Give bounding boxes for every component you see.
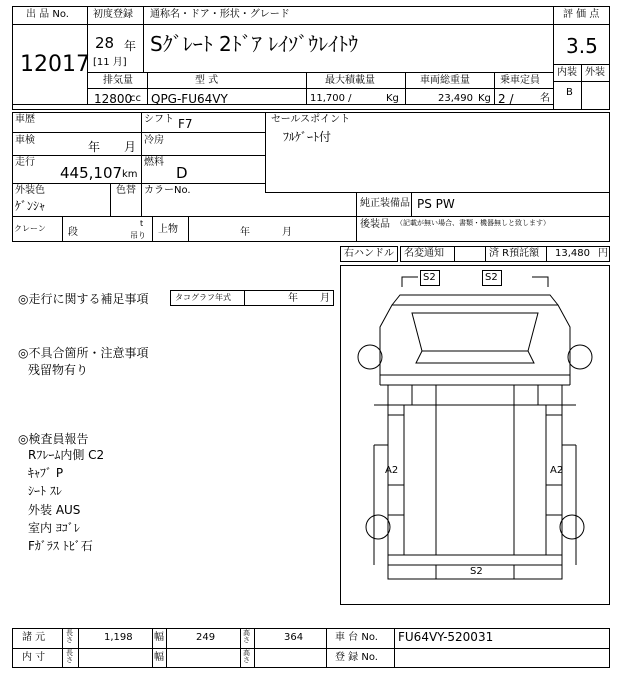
first-reg-label: 初度登録 bbox=[93, 9, 133, 20]
displacement-label: 排気量 bbox=[103, 75, 133, 86]
inspector-line-2: ｷｬﾌﾞ P bbox=[28, 466, 64, 480]
displacement-unit: cc bbox=[130, 93, 141, 104]
crane-stage: 段 bbox=[68, 227, 78, 238]
gross-weight-label: 車両総重量 bbox=[420, 75, 470, 86]
sales-point-value: ﾌﾙｹﾞｰﾄ付 bbox=[283, 130, 332, 144]
chassis-value: FU64VY-520031 bbox=[398, 630, 494, 644]
interior-grade: B bbox=[566, 87, 573, 98]
inspector-line-3: ｼｰﾄ ｽﾚ bbox=[28, 484, 62, 498]
mileage-unit: km bbox=[122, 169, 138, 180]
right-mirror-icon bbox=[532, 277, 548, 287]
truck-diagram bbox=[340, 265, 610, 605]
name-change-label: 名変通知 bbox=[404, 248, 444, 259]
inner-width-label: 幅 bbox=[154, 652, 164, 663]
month-value: [11 月] bbox=[93, 57, 127, 68]
genuine-equip-value: PS PW bbox=[417, 197, 455, 211]
capacity-value: 11,700 / bbox=[310, 93, 352, 104]
shift-label: シフト bbox=[144, 114, 174, 125]
mark-rear: S2 bbox=[470, 566, 483, 577]
recycle-label: 済 R預託額 bbox=[489, 248, 540, 259]
aftermarket-label: 後装品 bbox=[360, 219, 390, 230]
crane-hang: 吊り bbox=[130, 231, 146, 240]
gross-unit: Kg bbox=[478, 93, 491, 104]
sales-point-label: セールスポイント bbox=[271, 114, 351, 125]
capacity-label: 最大積載量 bbox=[325, 75, 375, 86]
chassis-label: 車 台 No. bbox=[335, 632, 378, 643]
upper-year: 年 bbox=[240, 227, 250, 238]
seats-unit: 名 bbox=[540, 93, 550, 104]
lot-no-label: 出 品 No. bbox=[26, 9, 69, 20]
model-code: QPG-FU64VY bbox=[151, 92, 228, 106]
cab-outline bbox=[380, 305, 570, 375]
displacement-value: 12800 bbox=[94, 92, 133, 106]
fuel-value: D bbox=[176, 164, 188, 182]
rear-right-wheel-icon bbox=[560, 515, 584, 539]
inner-dims-label: 内 寸 bbox=[22, 652, 46, 663]
upper-label: 上物 bbox=[158, 224, 178, 235]
ext-color-label: 外装色 bbox=[15, 185, 45, 196]
cargo-body bbox=[388, 385, 562, 565]
recycle-unit: 円 bbox=[598, 248, 608, 259]
front-right-wheel-icon bbox=[568, 345, 592, 369]
inspection-month: 月 bbox=[124, 140, 137, 154]
mark-top-right-label: S2 bbox=[485, 272, 498, 283]
inner-height-label: 高さ bbox=[243, 649, 250, 664]
rear-left-wheel-icon bbox=[366, 515, 390, 539]
height-value: 364 bbox=[284, 632, 304, 643]
front-left-wheel-icon bbox=[358, 345, 382, 369]
reg-label: 登 録 No. bbox=[335, 652, 378, 663]
mark-left-side: A2 bbox=[385, 465, 399, 476]
upper-month: 月 bbox=[282, 227, 292, 238]
capacity-unit: Kg bbox=[386, 93, 399, 104]
mark-right-side: A2 bbox=[550, 465, 564, 476]
mileage-label: 走行 bbox=[15, 157, 35, 168]
lot-no: 12017 bbox=[20, 52, 90, 77]
left-mirror-icon bbox=[402, 277, 418, 287]
ext-color-value: ｹﾞﾝｼｬ bbox=[15, 199, 46, 213]
model-name: Sｸﾞﾚｰﾄ 2ﾄﾞｱ ﾚｲｿﾞｳﾚｲﾄｳ bbox=[150, 32, 359, 56]
tacho-year: 年 bbox=[288, 293, 298, 304]
seats-label: 乗車定員 bbox=[500, 75, 540, 86]
tacho-month: 月 bbox=[320, 293, 330, 304]
recycle-value: 13,480 bbox=[555, 248, 590, 259]
driving-notes-label: ◎走行に関する補足事項 bbox=[18, 292, 149, 306]
model-label: 型 式 bbox=[195, 75, 219, 86]
year-value: 28 bbox=[95, 34, 115, 52]
shift-value: F7 bbox=[178, 117, 193, 131]
grade-value: 3.5 bbox=[566, 34, 598, 58]
tachograph-label: タコグラフ年式 bbox=[175, 293, 231, 302]
inspector-line-6: Fｶﾞﾗｽ ﾄﾋﾞ石 bbox=[28, 539, 93, 553]
windshield bbox=[412, 313, 538, 351]
genuine-equip-label: 純正装備品 bbox=[360, 198, 410, 209]
exterior-label: 外装 bbox=[585, 67, 605, 78]
color-code-label: カラーNo. bbox=[144, 185, 191, 196]
inspector-line-1: Rﾌﾚｰﾑ内側 C2 bbox=[28, 448, 105, 462]
interior-label: 内装 bbox=[557, 67, 577, 78]
mark-top-left-label: S2 bbox=[423, 272, 436, 283]
dims-label: 諸 元 bbox=[22, 632, 46, 643]
grade-label: 評 価 点 bbox=[563, 9, 600, 20]
fuel-label: 燃料 bbox=[144, 157, 164, 168]
inspector-label: ◎検査員報告 bbox=[18, 432, 89, 446]
gross-weight-value: 23,490 bbox=[438, 93, 473, 104]
height-label: 高さ bbox=[243, 629, 250, 644]
mileage-value: 445,107 bbox=[60, 164, 123, 182]
inspection-year: 年 bbox=[88, 140, 101, 154]
color-change-label: 色替 bbox=[116, 185, 136, 196]
inspection-label: 車検 bbox=[15, 135, 35, 146]
ac-label: 冷房 bbox=[144, 135, 164, 146]
defects-label: ◎不具合箇所・注意事項 bbox=[18, 346, 149, 360]
year-unit: 年 bbox=[124, 39, 137, 53]
seats-value: 2 / bbox=[498, 92, 514, 106]
history-label: 車歴 bbox=[15, 114, 35, 125]
length-label: 長さ bbox=[66, 629, 73, 644]
width-label: 幅 bbox=[154, 632, 164, 643]
length-value: 1,198 bbox=[104, 632, 133, 643]
inner-length-label: 長さ bbox=[66, 649, 73, 664]
right-handle: 右ハンドル bbox=[344, 248, 394, 259]
defects-value: 残留物有り bbox=[28, 363, 89, 377]
aftermarket-note: （記載が無い場合、書類・機器無しと致します） bbox=[396, 219, 550, 227]
inspector-line-4: 外装 AUS bbox=[28, 503, 81, 517]
width-value: 249 bbox=[196, 632, 216, 643]
crane-label: クレーン bbox=[14, 224, 46, 233]
inspector-line-5: 室内 ﾖｺﾞﾚ bbox=[28, 521, 80, 535]
crane-ton: t bbox=[140, 219, 144, 228]
model-desc-label: 通称名・ドア・形状・グレード bbox=[150, 9, 290, 20]
